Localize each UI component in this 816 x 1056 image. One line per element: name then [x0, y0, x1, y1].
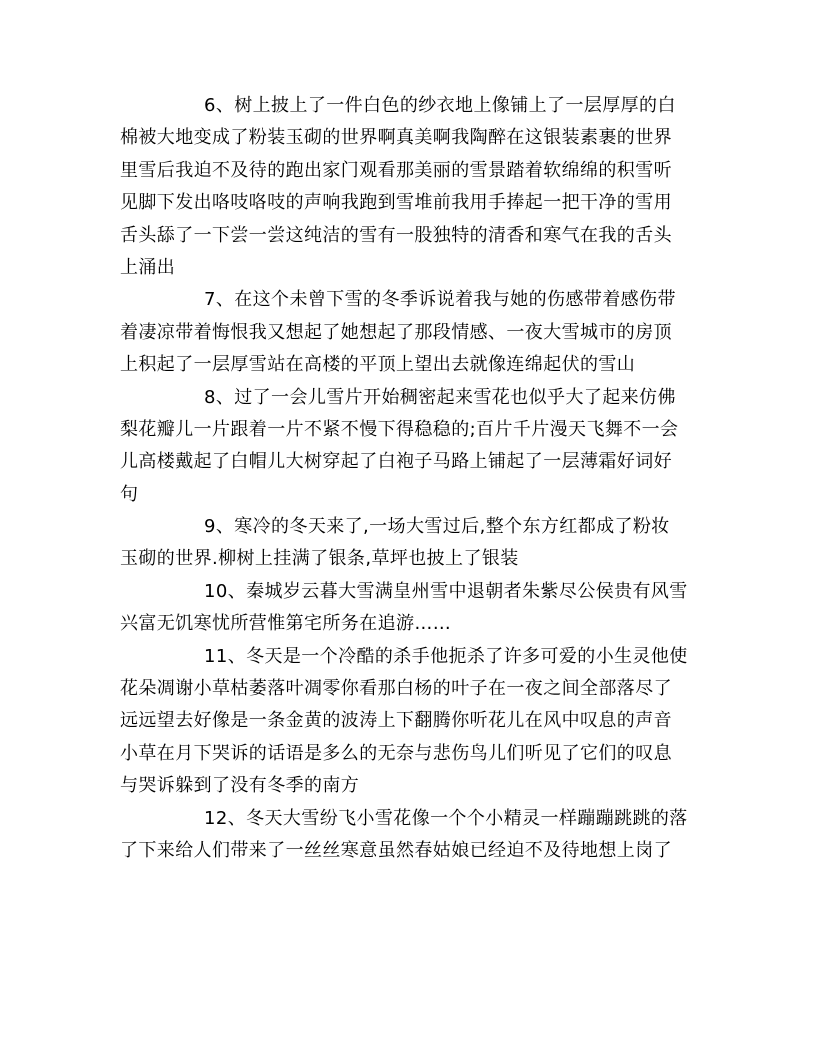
paragraph-line: 句 [120, 483, 139, 505]
paragraph-line: 12、冬天大雪纷飞小雪花像一个个小精灵一样蹦蹦跳跳的落 [204, 807, 688, 829]
paragraph-line: 7、在这个未曾下雪的冬季诉说着我与她的伤感带着感伤带 [204, 289, 676, 311]
paragraph-line: 与哭诉躲到了没有冬季的南方 [120, 775, 360, 797]
paragraph-11 [120, 641, 696, 803]
paragraph-line: 小草在月下哭诉的话语是多么的无奈与悲伤鸟儿们听见了它们的叹息 [120, 742, 672, 764]
paragraph-12 [120, 803, 696, 868]
paragraph-line: 了下来给人们带来了一丝丝寒意虽然春姑娘已经迫不及待地想上岗了 [120, 839, 672, 861]
document-body [120, 90, 696, 867]
paragraph-line: 8、过了一会儿雪片开始稠密起来雪花也似乎大了起来仿佛 [204, 386, 676, 408]
paragraph-line: 棉被大地变成了粉装玉砌的世界啊真美啊我陶醉在这银装素裹的世界 [120, 127, 672, 149]
paragraph-8 [120, 382, 696, 512]
paragraph-line: 梨花瓣儿一片跟着一片不紧不慢下得稳稳的;百片千片漫天飞舞不一会 [120, 418, 679, 440]
paragraph-line: 11、冬天是一个冷酷的杀手他扼杀了许多可爱的小生灵他使 [204, 645, 688, 667]
paragraph-line: 远远望去好像是一条金黄的波涛上下翻腾你听花儿在风中叹息的声音 [120, 710, 672, 732]
paragraph-line: 6、树上披上了一件白色的纱衣地上像铺上了一层厚厚的白 [204, 95, 676, 116]
paragraph-line: 10、秦城岁云暮大雪满皇州雪中退朝者朱紫尽公侯贵有风雪 [204, 580, 688, 602]
paragraph-line: 儿高楼戴起了白帽儿大树穿起了白袍子马路上铺起了一层薄霜好词好 [120, 451, 672, 473]
paragraph-line: 上积起了一层厚雪站在高楼的平顶上望出去就像连绵起伏的雪山 [120, 354, 636, 376]
paragraph-line: 着凄凉带着悔恨我又想起了她想起了那段情感、一夜大雪城市的房顶 [120, 321, 672, 343]
paragraph-9 [120, 511, 696, 576]
paragraph-7 [120, 284, 696, 381]
paragraph-10 [120, 576, 696, 641]
paragraph-line: 玉砌的世界.柳树上挂满了银条,草坪也披上了银装 [120, 548, 519, 570]
paragraph-line: 兴富无饥寒忧所营惟第宅所务在追游…… [120, 613, 452, 635]
paragraph-line: 里雪后我迫不及待的跑出家门观看那美丽的雪景踏着软绵绵的积雪听 [120, 159, 672, 181]
paragraph-line: 花朵凋谢小草枯萎落叶凋零你看那白杨的叶子在一夜之间全部落尽了 [120, 678, 672, 700]
paragraph-line: 上涌出 [120, 256, 176, 278]
paragraph-6 [120, 90, 696, 284]
paragraph-line: 9、寒冷的冬天来了,一场大雪过后,整个东方红都成了粉妆 [204, 516, 670, 538]
paragraph-line: 见脚下发出咯吱咯吱的声响我跑到雪堆前我用手捧起一把干净的雪用 [120, 192, 672, 214]
paragraph-line: 舌头舔了一下尝一尝这纯洁的雪有一股独特的清香和寒气在我的舌头 [120, 224, 672, 246]
